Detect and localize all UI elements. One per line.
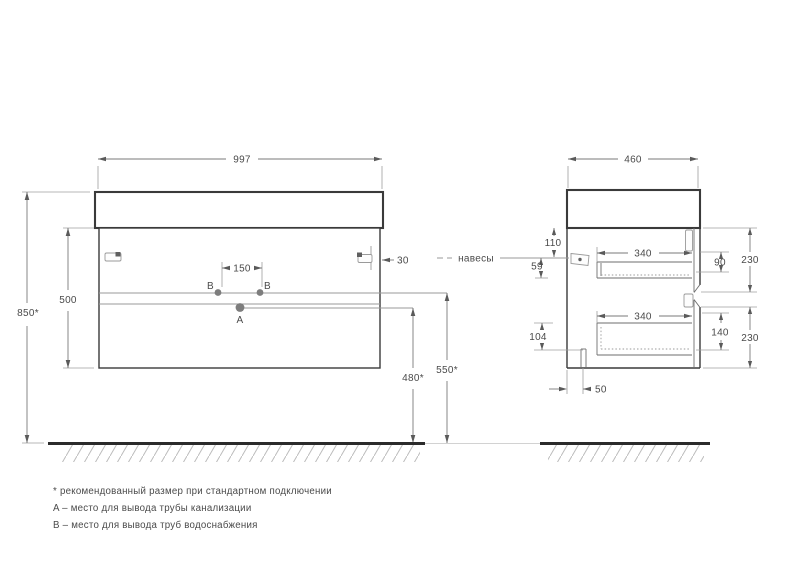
lower-front-height-dimension xyxy=(741,307,759,368)
depth-label: 460 xyxy=(624,154,642,166)
point-b-right-dot xyxy=(257,289,264,296)
side-extension-lines xyxy=(696,228,757,368)
point-a-dot xyxy=(236,303,245,312)
lower-inner-height-dimension xyxy=(711,313,729,350)
drawer-depth-bottom-label: 340 xyxy=(634,311,652,323)
water-height-label: 550* xyxy=(436,365,458,376)
hanger-top-offset-dimension xyxy=(545,228,562,257)
front-countertop xyxy=(95,192,383,228)
lower-drawer-box xyxy=(597,323,692,355)
lower-front-height-label: 230 xyxy=(741,333,759,344)
pipe-back-offset-dimension xyxy=(549,368,607,396)
front-view xyxy=(17,155,458,444)
bottom-offset-dimension xyxy=(529,323,583,350)
footnote-point-b: B – место для вывода труб водоснабжения xyxy=(53,520,258,531)
hanger-bracket-left-icon xyxy=(105,252,121,261)
upper-inner-height-dimension xyxy=(714,252,726,272)
hanger-inset-dimension xyxy=(382,256,409,267)
footnotes xyxy=(53,483,332,534)
drain-height-dimension xyxy=(402,308,424,443)
bottom-offset-label: 104 xyxy=(529,332,547,343)
water-height-dimension xyxy=(436,293,458,443)
footnote-point-a: A – место для вывода трубы канализации xyxy=(53,503,252,514)
point-b-left-dot xyxy=(215,289,222,296)
side-view xyxy=(437,155,759,396)
floor xyxy=(48,444,710,463)
upper-drawer-handle xyxy=(686,230,693,251)
side-countertop xyxy=(567,190,700,228)
hanger-top-offset-label: 110 xyxy=(544,238,562,249)
point-a-label: A xyxy=(236,315,244,326)
drawer-depth-bottom-dimension xyxy=(597,311,692,323)
front-cabinet-body xyxy=(99,228,380,368)
hanger-size-dimension xyxy=(531,258,548,278)
pipe-notch xyxy=(581,349,586,367)
hangers-label: навесы xyxy=(458,253,494,265)
drawer-depth-top-dimension xyxy=(597,247,692,262)
hangers-callout xyxy=(437,254,589,266)
hanger-dot xyxy=(578,258,581,261)
body-height-dimension xyxy=(59,228,94,368)
lower-drawer-handle xyxy=(684,294,693,307)
install-height-label: 850* xyxy=(17,308,39,319)
upper-front-height-dimension xyxy=(741,228,759,292)
point-b-right-label: B xyxy=(264,281,271,292)
upper-drawer-box xyxy=(597,262,692,278)
hanger-size-label: 59 xyxy=(531,261,543,273)
floor-hatching-left xyxy=(62,445,420,462)
lower-inner-height-label: 140 xyxy=(711,327,729,339)
drain-height-label: 480* xyxy=(402,373,424,384)
outlet-spacing-label: 150 xyxy=(233,263,251,275)
footnote-recommended-size: * рекомендованный размер при стандартном подключении xyxy=(53,486,332,497)
hanger-inset-label: 30 xyxy=(397,255,409,267)
depth-dimension xyxy=(568,155,698,189)
front-width-label: 997 xyxy=(233,154,251,166)
pipe-back-offset-label: 50 xyxy=(595,384,607,396)
drawer-depth-top-label: 340 xyxy=(634,248,652,260)
floor-hatching-right xyxy=(548,445,704,462)
front-width-dimension xyxy=(98,155,382,190)
point-b-left-label: B xyxy=(207,281,214,292)
install-height-dimension xyxy=(17,192,90,443)
upper-inner-height-label: 90 xyxy=(714,257,726,269)
body-height-label: 500 xyxy=(59,295,77,306)
upper-front-height-label: 230 xyxy=(741,255,759,266)
